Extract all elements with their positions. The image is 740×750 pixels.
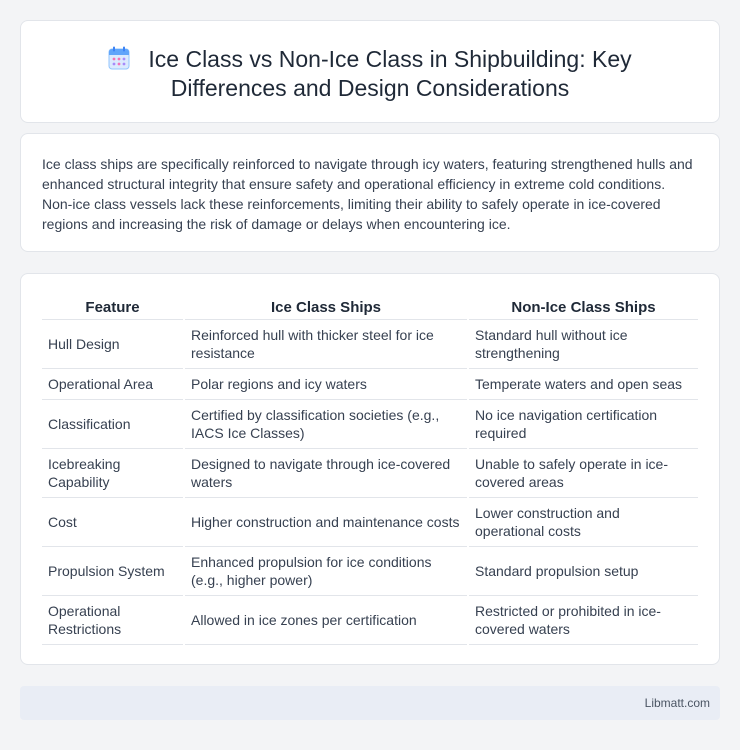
table-row <box>42 595 698 644</box>
comparison-table <box>42 295 698 645</box>
table-row <box>42 399 698 448</box>
intro-card <box>20 133 720 252</box>
table-cell: Polar regions and icy waters <box>184 368 468 399</box>
page-title <box>21 45 719 103</box>
table-cell: Cost <box>42 497 184 546</box>
page-title-text: Ice Class vs Non-Ice Class in Shipbuilding: Key Differences and Design Considerations <box>148 46 632 101</box>
table-row <box>42 368 698 399</box>
table-cell: Icebreaking Capability <box>42 448 184 497</box>
table-cell: Hull Design <box>42 319 184 368</box>
table-cell: Certified by classification societies (e.g., IACS Ice Classes) <box>184 399 468 448</box>
table-cell: Propulsion System <box>42 546 184 595</box>
table-cell: Standard hull without ice strengthening <box>468 319 698 368</box>
header-feature: Feature <box>42 295 184 319</box>
table-cell: Classification <box>42 399 184 448</box>
table-header-row <box>42 295 698 319</box>
footer-brand-link[interactable]: Libmatt.com <box>644 696 710 710</box>
table-cell: Restricted or prohibited in ice-covered waters <box>468 595 698 644</box>
table-row <box>42 546 698 595</box>
table-cell: Designed to navigate through ice-covered waters <box>184 448 468 497</box>
header-ice-class: Ice Class Ships <box>184 295 468 319</box>
table-cell: Temperate waters and open seas <box>468 368 698 399</box>
table-row <box>42 497 698 546</box>
table-row <box>42 448 698 497</box>
table-cell: Operational Area <box>42 368 184 399</box>
comparison-table-card <box>20 273 720 665</box>
table-row <box>42 319 698 368</box>
footer-bar <box>20 686 720 720</box>
table-cell: Reinforced hull with thicker steel for ice resistance <box>184 319 468 368</box>
title-card <box>20 20 720 123</box>
calendar-icon <box>108 46 130 70</box>
header-non-ice-class: Non-Ice Class Ships <box>468 295 698 319</box>
table-cell: Higher construction and maintenance costs <box>184 497 468 546</box>
table-cell: Allowed in ice zones per certification <box>184 595 468 644</box>
table-cell: No ice navigation certification required <box>468 399 698 448</box>
table-cell: Standard propulsion setup <box>468 546 698 595</box>
intro-paragraph: Ice class ships are specifically reinforced to navigate through icy waters, featuring strengthened hulls and enhanced structural integrity that ensure safety and operational efficiency in extreme cold conditions. Non-ice class vessels lack these reinforcements, limiting their ability to safely operate in ice-covered regions and increasing the risk of damage or delays when encountering ice. <box>42 156 693 232</box>
table-cell: Operational Restrictions <box>42 595 184 644</box>
table-cell: Enhanced propulsion for ice conditions (e.g., higher power) <box>184 546 468 595</box>
table-cell: Lower construction and operational costs <box>468 497 698 546</box>
table-cell: Unable to safely operate in ice-covered areas <box>468 448 698 497</box>
